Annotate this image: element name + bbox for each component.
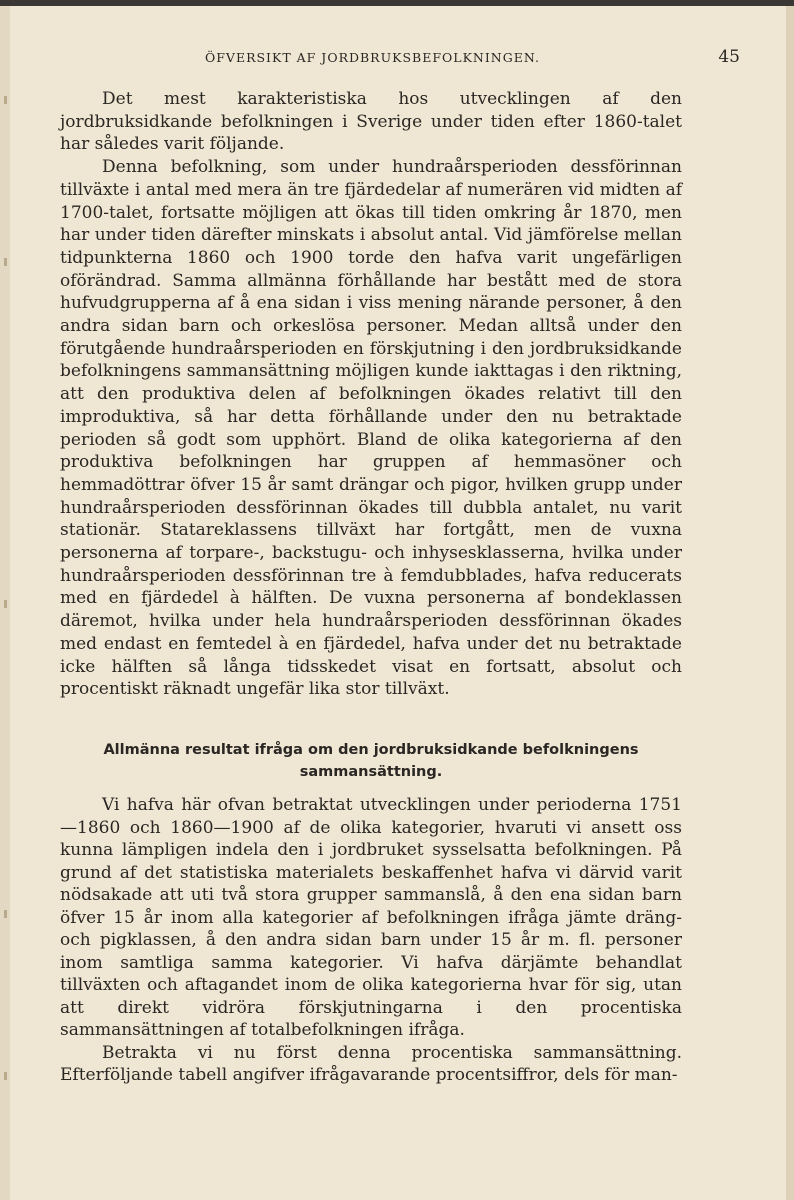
margin-mark (4, 1072, 7, 1080)
paragraph: Det mest karakteristiska hos utvecklingen af den jordbruksidkande befolkningen i Sverige under tiden efter 1860-talet har således varit följande. (60, 89, 682, 155)
paragraph: Denna befolkning, som under hundraårsperioden dessförinnan tillväxte i antal med mera än tre fjärdedelar af numerären vid midten af 1700-talet, fortsatte möjligen att ökas till tiden omkring år 1870, men har under tiden därefter minskats i absolut antal. Vid jämförelse mellan tidpunkterna 1860 och 1900 torde den hafva varit ungefärligen oförändrad. Samma allmänna förhållande har bestått med de stora hufvudgrupperna af å ena sidan i viss mening närande personer, å den andra sidan barn och orkeslösa personer. Medan alltså under den förutgående hundraårsperioden en förskjutning i den jordbruksidkande befolkningens sammansättning möjligen kunde iakttagas i den riktning, att den produktiva delen af befolkningen ökades relativt till den improduktiva, så har detta förhållande under den nu betraktade perioden så godt som upphört. Bland de olika kategorierna af den produktiva befolkningen har gruppen af hemmasöner och hemmadöttrar öfver 15 år samt drängar och pigor, hvilken grupp under hundraårsperioden dessförinnan ökades till dubbla antalet, nu varit stationär. Statareklassens tillväxt har fortgått, men de vuxna personerna af torpare-, backstugu- och inhysesklasserna, hvilka under hundraårsperioden dessförinnan tre à femdubblades, hafva reducerats med en fjärdedel à hälften. De vuxna personerna af bondeklassen däremot, hvilka under hela hundraårsperioden dessförinnan ökades med endast en femtedel à en fjärdedel, hafva under det nu betraktade icke hälften så långa tidsskedet visat en fortsatt, absolut och procentiskt räknadt ungefär lika stor tillväxt. (60, 157, 682, 700)
paragraph: Betrakta vi nu först denna procentiska sammansättning. Efterföljande tabell angifver ifrågavarande procentsiffror, dels för man- (60, 1042, 682, 1085)
section-heading: Allmänna resultat ifråga om den jordbruksidkande befolkningens sammansättning. (103, 742, 639, 780)
body-text (60, 88, 682, 701)
margin-mark (4, 96, 7, 104)
margin-mark (4, 258, 7, 266)
margin-mark (4, 910, 7, 918)
page-number: 45 (718, 47, 740, 67)
paragraph: Vi hafva här ofvan betraktat utvecklingen under perioderna 1751—1860 och 1860—1900 af de olika kategorier, hvaruti vi ansett oss kunna lämpligen indela den i jordbruket sysselsatta befolkningen. På grund af det statistiska materialets beskaffenhet hafva vi därvid varit nödsakade att uti två stora grupper sammanslå, å den ena sidan barn öfver 15 år inom alla kategorier af befolkningen ifråga jämte dräng- och pigklassen, å den andra sidan barn under 15 år m. fl. personer inom samtliga samma kategorier. Vi hafva därjämte behandlat tillväxten och aftagandet inom de olika kategorierna hvar för sig, utan att direkt vidröra förskjutningarna i den procentiska sammansättningen af totalbefolkningen ifråga. (60, 795, 682, 1040)
page-header (60, 47, 740, 70)
margin-mark (4, 600, 7, 608)
top-border (0, 0, 794, 6)
running-title: ÖFVERSIKT AF JORDBRUKSBEFOLKNINGEN. (205, 50, 540, 65)
page-edge (786, 6, 794, 1200)
section-body-text (60, 794, 682, 1087)
